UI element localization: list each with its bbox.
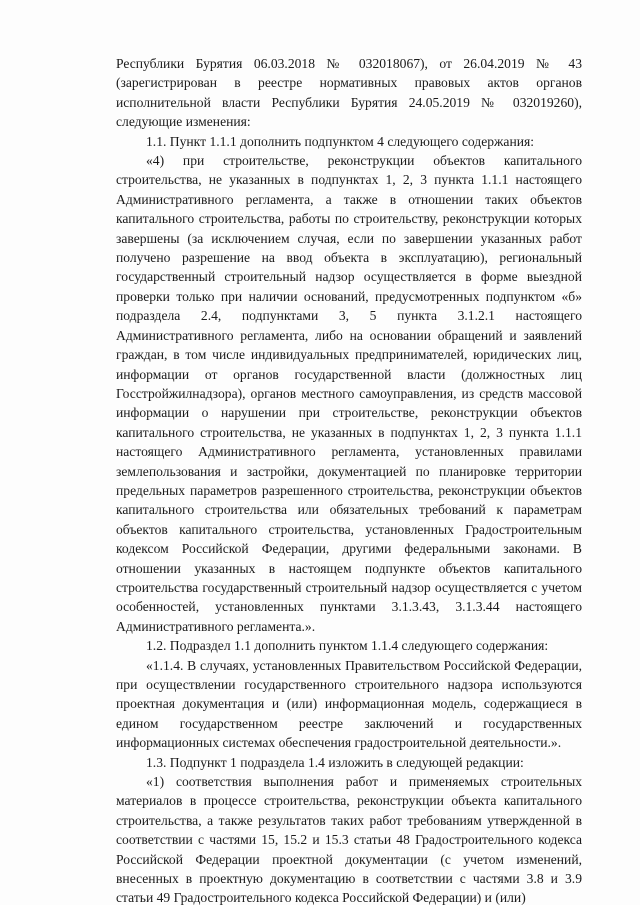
paragraph-1-1-4: «1.1.4. В случаях, установленных Правительством Российской Федерации, при осуществлении государственного строительного надзора используются проектная документация и (или) информационная модель, содержащиеся в едином государственном реестре заключений и государственных информационных системах обеспечения градостроительной деятельности.».: [116, 657, 582, 751]
paragraph-1-3: 1.3. Подпункт 1 подраздела 1.4 изложить в следующей редакции:: [146, 754, 524, 770]
paragraph-subpoint-1: «1) соответствия выполнения работ и применяемых строительных материалов в процессе строительства, реконструкции объекта капитального строительства, а также результатов таких работ требованиям утвержденной в соответствии с частями 15, 15.2 и 15.3 статьи 48 Градостроительного кодекса Российской Федерации проектной документации (с учетом изменений, внесенных в проектную документацию в соответствии с частями 3.8 и 3.9 статьи 49 Градостроительного кодекса Российской Федерации) и (или): [116, 774, 582, 906]
paragraph-intro: Республики Бурятия 06.03.2018 № 032018067), от 26.04.2019 № 43 (зарегистрирован в реестре нормативных правовых актов органов исполнительной власти Республики Бурятия 24.05.2019 № 032019260), следующие изменения:: [116, 56, 582, 130]
document-body: [116, 54, 582, 908]
paragraph-1-1: 1.1. Пункт 1.1.1 дополнить подпунктом 4 следующего содержания:: [146, 133, 535, 149]
paragraph-1-2: 1.2. Подраздел 1.1 дополнить пунктом 1.1.4 следующего содержания:: [146, 638, 549, 654]
paragraph-subpoint-4: «4) при строительстве, реконструкции объектов капитального строительства, не указанных в подпунктах 1, 2, 3 пункта 1.1.1 настоящего Административного регламента, а также в отношении таких объектов капитального строительства, работы по строительству, реконструкции которых завершены (за исключением случая, если по завершении указанных работ получено разрешение на ввод объекта в эксплуатацию), региональный государственный строительный надзор осуществляется в форме выездной проверки только при наличии оснований, предусмотренных подпунктом «б» подраздела 2.4, подпунктами 3, 5 пункта 3.1.2.1 настоящего Административного регламента, либо на основании обращений и заявлений граждан, в том числе индивидуальных предпринимателей, юридических лиц, информации от органов государственной власти (должностных лиц Госстройжилнадзора), органов местного самоуправления, из средств массовой информации о нарушении при строительстве, реконструкции объектов капитального строительства, не указанных в подпунктах 1, 2, 3 пункта 1.1.1 настоящего Административного регламента, установленных правилами землепользования и застройки, документацией по планировке территории предельных параметров разрешенного строительства, реконструкции объектов капитального строительства или обязательных требований к параметрам объектов капитального строительства, установленных Градостроительным кодексом Российской Федерации, другими федеральными законами. В отношении указанных в настоящем подпункте объектов капитального строительства государственный строительный надзор осуществляется с учетом особенностей, установленных пунктами 3.1.3.43, 3.1.3.44 настоящего Административного регламента.».: [116, 153, 582, 634]
